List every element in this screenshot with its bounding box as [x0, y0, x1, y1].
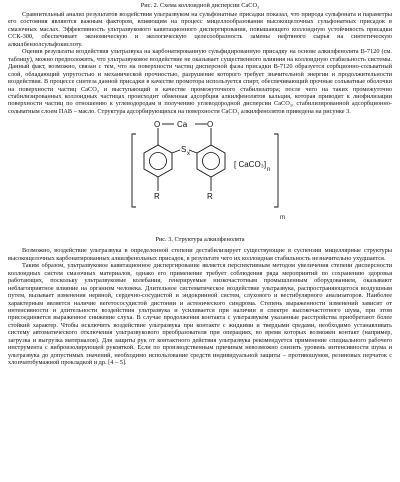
aromatic-circle-right — [203, 153, 220, 170]
bond-s-ring-right — [189, 150, 197, 153]
bond-ring-s-left — [172, 150, 180, 153]
atom-calcium: Ca — [177, 120, 188, 130]
group-r-left: R — [154, 192, 160, 202]
atom-oxygen-left: O — [154, 120, 161, 130]
paragraph-alkylphenolate-b7120: Оценив результаты воздействия ультразвука на карбонатированную сульфидированную присадку на основе алкилфенолята В-7120 (см. таблицу), можно предположить, что ультразвуковое воздействие не оказывает существенного влияния на коллоидную стабильность системы. Данный факт, возможно, связан с тем, что на поверхности частиц дисперсной фазы присадки В-7120 образуется сорбционно-сольватный слой, обладающий упругостью и механической прочностью, разрушение которого требует значительной энергии и продолжительности воздействия. В процессе синтеза данной присадки в качестве промотора используется спирт, обеспечивающий прочные сольватные оболочки на поверхности частиц CaCO₃ и выступающий в качестве промежуточного стабилизатора; после чего на таких промежуточно стабилизированных коллоидных частицах происходит обменная адсорбция алкилфенолятов кальция, которая приводит к лиофилизации поверхности частиц по отношению к углеводородам и получению углеводородной дисперсии CaCO₃, стабилизированной адсорбционно-сольватным слоем ПАВ – масло. Структура адсорбирующихся на поверхности CaCO₃ алкилфенолятов приведена на рисунке 3. — [8, 48, 392, 115]
sulfur-subscript-x: x — [187, 151, 190, 158]
structure-diagram — [8, 117, 392, 235]
calcium-carbonate-core: [ CaCO₃] — [234, 160, 267, 170]
atom-oxygen-right: O — [207, 120, 214, 130]
benzene-ring-left — [144, 145, 172, 177]
bracket-outer-left — [132, 134, 136, 207]
structure-subscript-m: m — [280, 215, 285, 222]
paragraph-conclusion-safety: Таким образом, ультразвуковое кавитационное диспергирование является перспективным методом увеличения степени дисперсности коллоидных систем смазочных материалов, однако его применение требует соблюдения ряда мероприятий по сохранению здоровья работающих, поскольку ультразвуковые колебания, генерируемые низкочастотным промышленным оборудованием, оказывают неблагоприятное влияние на организм человека. Длительное систематическое воздействие ультразвука, распространяющегося воздушным путем, вызывает изменения нервной, сердечно-сосудистой и эндокринной систем, слухового и вестибулярного анализаторов. Наиболее характерным является наличие вегетососудистой дистонии и астенического синдрома. Степень выраженности изменений зависит от интенсивности и длительности воздействия ультразвука и усиливается при наличии в спектре высокочастотного шума, при этом присоединяется выраженное снижение слуха. В случае продолжения контакта с ультразвуком указанные расстройства приобретают более стойкий характер. Чтобы исключить воздействие ультразвука при контакте с жидкими и твердыми средами, необходимо устанавливать систему автоматического отключения ультразвукового преобразователя при операциях, во время которых возможен контакт (например, загрузка и выгрузка материалов). Для защиты рук от контактного действия ультразвука рекомендуется применение специального рабочего инструмента с виброизолирующей рукояткой. Если по производственным причинам невозможно снизить уровень интенсивности шума и ультразвука до допустимых значений, необходимо использование средств индивидуальной защиты – противошумов, резиновых перчаток с хлопчатобумажной прокладкой и др. [4 – 5]. — [8, 262, 392, 367]
core-subscript-n: n — [267, 167, 271, 174]
bracket-outer-right — [274, 134, 278, 207]
paragraph-destabilization: Возможно, воздействие ультразвука в определенной степени дестабилизирует существующие в суспензии мицеллярные структуры высокощелочных карбонатированных алкилфенольных присадок, в результате чего их коллоидная стабильность незначительно ухудшается. — [8, 247, 392, 262]
aromatic-circle-left — [150, 153, 167, 170]
group-r-right: R — [207, 192, 213, 202]
figure-3-caption: Рис. 3. Структура алкилфенолята — [155, 236, 245, 244]
atom-sulfur: S — [181, 145, 187, 155]
figure-2-caption: Рис. 2. Схема коллоидной дисперсии CaCO₃ — [140, 2, 260, 9]
benzene-ring-right — [197, 145, 225, 177]
paragraph-ultrasound-sulfonates: Сравнительный анализ результатов воздействия ультразвуком на сульфонатные присадки показал, что природа сульфоната и параметры его состояния являются важным фактором, влияющим на процесс мицеллообразования высокощелочных сульфонатных присадок в смазочных маслах. Эффективность ультразвукового кавитационного диспергирования, повышающего коллоидную устойчивость присадки ССК-300, обеспечивает экономическую и экологическую целесообразность замены нефтяного сырья на синтетическую алкилбензолсульфокислоту. — [8, 11, 392, 48]
figure-3-alkylphenolate-structure — [8, 117, 392, 235]
